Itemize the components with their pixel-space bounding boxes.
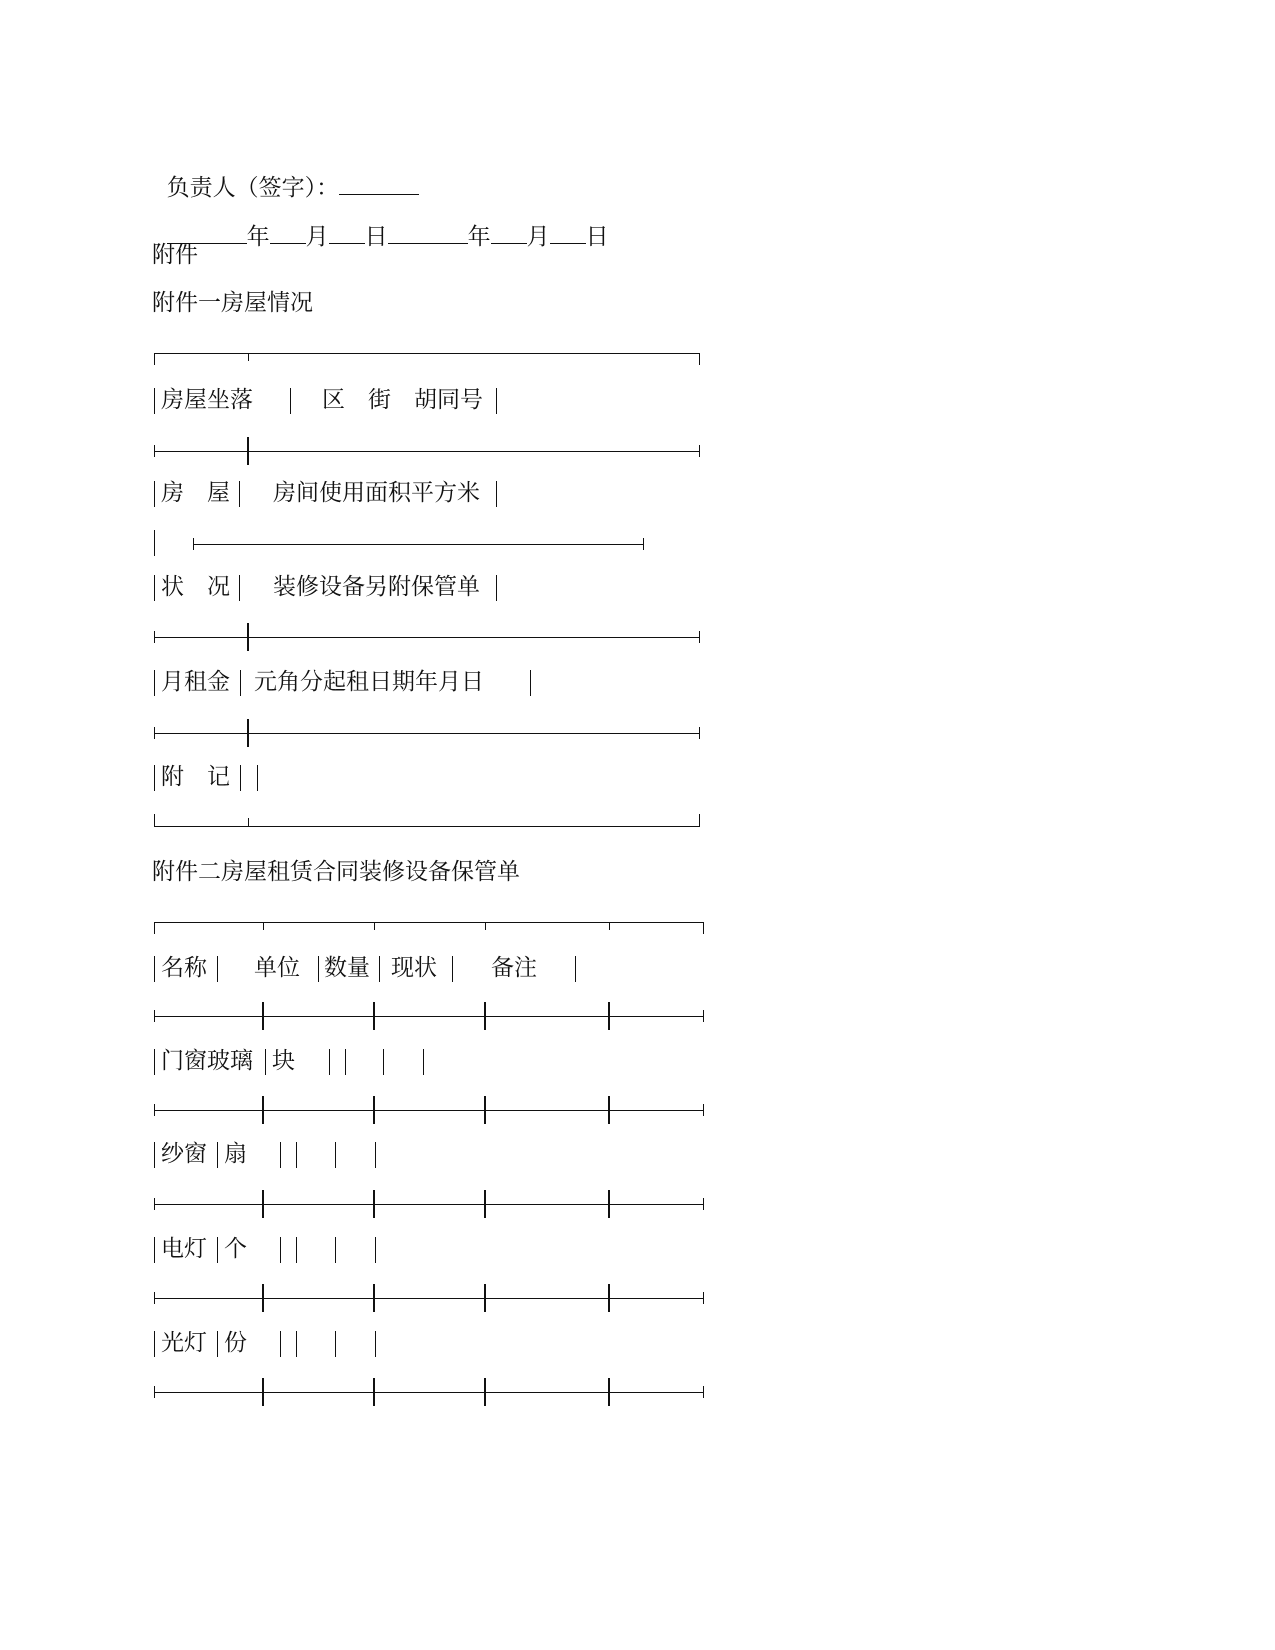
table2-tick bbox=[154, 1198, 155, 1210]
table2-vbar bbox=[375, 1331, 376, 1357]
table2-tick bbox=[609, 922, 610, 930]
table1-inner-separator bbox=[193, 544, 643, 545]
table1-cross bbox=[247, 719, 249, 747]
table2-vbar bbox=[280, 1237, 281, 1263]
table2-vbar bbox=[335, 1331, 336, 1357]
table1-separator bbox=[154, 637, 700, 638]
table2-cross bbox=[484, 1190, 486, 1218]
table1-row4-value: 元角分起租日期年月日 bbox=[254, 669, 484, 695]
table2-row1-name: 门窗玻璃 bbox=[161, 1048, 253, 1074]
table2-vbar bbox=[335, 1142, 336, 1168]
table2-corner bbox=[154, 922, 155, 934]
year-label-2: 年 bbox=[467, 224, 491, 250]
table1-corner bbox=[699, 814, 700, 826]
month-blank-1[interactable] bbox=[270, 221, 306, 244]
table2-row2-name: 纱窗 bbox=[161, 1141, 207, 1167]
table1-vbar bbox=[154, 388, 155, 414]
table2-cross bbox=[373, 1190, 375, 1218]
table1-tick bbox=[699, 631, 700, 643]
table2-cross bbox=[373, 1378, 375, 1406]
table1-corner bbox=[154, 814, 155, 826]
table2-vbar bbox=[280, 1142, 281, 1168]
table1-row1-value: 区 街 胡同号 bbox=[322, 387, 483, 413]
table2-cross bbox=[608, 1096, 610, 1124]
table2-header-unit: 单位 bbox=[254, 955, 300, 981]
table2-tick bbox=[703, 1292, 704, 1304]
table2-cross bbox=[262, 1002, 264, 1030]
table2-vbar bbox=[375, 1237, 376, 1263]
table2-row2-unit: 扇 bbox=[224, 1141, 247, 1167]
table2-vbar bbox=[296, 1142, 297, 1168]
day-label-2: 日 bbox=[585, 224, 609, 250]
table1-vbar bbox=[496, 388, 497, 414]
table2-vbar bbox=[154, 956, 155, 982]
month-label-2: 月 bbox=[526, 224, 550, 250]
table2-vbar bbox=[383, 1049, 384, 1075]
table2-separator bbox=[154, 1110, 704, 1111]
day-blank-1[interactable] bbox=[329, 221, 365, 244]
table1-corner bbox=[699, 353, 700, 365]
table1-vbar bbox=[530, 670, 531, 696]
table2-vbar bbox=[452, 956, 453, 982]
table2-vbar bbox=[217, 1142, 218, 1168]
table1-vbar bbox=[240, 670, 241, 696]
table2-separator bbox=[154, 1204, 704, 1205]
table2-row4-name: 光灯 bbox=[161, 1330, 207, 1356]
table2-separator bbox=[154, 1298, 704, 1299]
table1-tick bbox=[248, 818, 249, 826]
table2-tick bbox=[703, 1010, 704, 1022]
table1-vbar bbox=[257, 765, 258, 791]
table1-vbar bbox=[154, 670, 155, 696]
table2-corner bbox=[703, 922, 704, 934]
year-blank-2[interactable] bbox=[388, 221, 468, 244]
table1-vbar bbox=[240, 765, 241, 791]
table1-tick bbox=[699, 445, 700, 457]
table1-bottom-border bbox=[154, 826, 700, 827]
table2-cross bbox=[608, 1284, 610, 1312]
table2-vbar bbox=[217, 956, 218, 982]
table2-header-status: 现状 bbox=[391, 955, 437, 981]
table1-tick bbox=[154, 445, 155, 457]
table1-vbar bbox=[239, 575, 240, 601]
table2-vbar bbox=[154, 1049, 155, 1075]
table2-tick bbox=[703, 1198, 704, 1210]
table1-row2-value: 房间使用面积平方米 bbox=[273, 480, 480, 506]
table2-vbar bbox=[329, 1049, 330, 1075]
table1-tick bbox=[643, 538, 644, 550]
table2-vbar bbox=[296, 1331, 297, 1357]
table1-cross bbox=[247, 623, 249, 651]
table2-vbar bbox=[217, 1331, 218, 1357]
table2-cross bbox=[373, 1284, 375, 1312]
table2-row3-name: 电灯 bbox=[161, 1236, 207, 1262]
table2-tick bbox=[154, 1010, 155, 1022]
table1-vbar bbox=[154, 530, 155, 556]
table2-vbar bbox=[280, 1331, 281, 1357]
table2-tick bbox=[703, 1104, 704, 1116]
table2-cross bbox=[484, 1284, 486, 1312]
table1-vbar bbox=[290, 388, 291, 414]
table1-top-border bbox=[154, 353, 700, 354]
table2-vbar bbox=[318, 956, 319, 982]
table2-row4-unit: 份 bbox=[224, 1330, 247, 1356]
table1-vbar bbox=[496, 575, 497, 601]
table2-tick bbox=[154, 1292, 155, 1304]
table1-vbar bbox=[154, 765, 155, 791]
signature-label: 负责人（签字）： bbox=[166, 175, 340, 201]
table1-row3-value: 装修设备另附保管单 bbox=[273, 574, 480, 600]
table1-tick bbox=[154, 727, 155, 739]
table1-row5-label: 附 记 bbox=[161, 764, 230, 790]
attachment2-title: 附件二房屋租赁合同装修设备保管单 bbox=[152, 859, 520, 885]
table1-tick bbox=[154, 631, 155, 643]
table2-row3-unit: 个 bbox=[224, 1236, 247, 1262]
table1-separator bbox=[154, 733, 700, 734]
table2-vbar bbox=[375, 1142, 376, 1168]
table2-vbar bbox=[154, 1331, 155, 1357]
table1-cross bbox=[247, 437, 249, 465]
table2-top-border bbox=[154, 922, 704, 923]
year-label-1: 年 bbox=[246, 224, 270, 250]
table1-vbar bbox=[154, 481, 155, 507]
table2-cross bbox=[373, 1002, 375, 1030]
table2-cross bbox=[262, 1190, 264, 1218]
table1-row4-label: 月租金 bbox=[161, 669, 230, 695]
table2-vbar bbox=[575, 956, 576, 982]
table2-tick bbox=[703, 1386, 704, 1398]
table2-cross bbox=[262, 1096, 264, 1124]
table2-separator bbox=[154, 1392, 704, 1393]
table2-vbar bbox=[154, 1142, 155, 1168]
month-label-1: 月 bbox=[305, 224, 329, 250]
table2-vbar bbox=[423, 1049, 424, 1075]
table1-vbar bbox=[239, 481, 240, 507]
table2-vbar bbox=[379, 956, 380, 982]
date-line bbox=[152, 191, 609, 252]
table2-tick bbox=[374, 922, 375, 930]
month-blank-2[interactable] bbox=[491, 221, 527, 244]
table2-header-name: 名称 bbox=[161, 955, 207, 981]
attachments-heading: 附件 bbox=[152, 242, 198, 268]
table2-separator bbox=[154, 1016, 704, 1017]
table1-vbar bbox=[154, 575, 155, 601]
day-label-1: 日 bbox=[364, 224, 388, 250]
table2-cross bbox=[262, 1284, 264, 1312]
table1-separator bbox=[154, 451, 700, 452]
table1-row3-label: 状 况 bbox=[161, 574, 230, 600]
table2-cross bbox=[608, 1190, 610, 1218]
table2-cross bbox=[484, 1096, 486, 1124]
table2-cross bbox=[608, 1378, 610, 1406]
table2-vbar bbox=[296, 1237, 297, 1263]
table2-vbar bbox=[345, 1049, 346, 1075]
table2-tick bbox=[485, 922, 486, 930]
table2-tick bbox=[263, 922, 264, 930]
table2-cross bbox=[608, 1002, 610, 1030]
table2-row1-unit: 块 bbox=[272, 1048, 295, 1074]
attachment1-title: 附件一房屋情况 bbox=[152, 290, 313, 316]
table2-cross bbox=[484, 1002, 486, 1030]
table1-vbar bbox=[496, 481, 497, 507]
table2-vbar bbox=[154, 1237, 155, 1263]
table1-tick bbox=[248, 353, 249, 361]
table1-row2-label: 房 屋 bbox=[161, 480, 230, 506]
table2-cross bbox=[373, 1096, 375, 1124]
table2-cross bbox=[484, 1378, 486, 1406]
table2-header-notes: 备注 bbox=[491, 955, 537, 981]
table2-header-qty: 数量 bbox=[324, 955, 370, 981]
table2-tick bbox=[154, 1386, 155, 1398]
table2-tick bbox=[154, 1104, 155, 1116]
table2-cross bbox=[262, 1378, 264, 1406]
day-blank-2[interactable] bbox=[550, 221, 586, 244]
table2-vbar bbox=[217, 1237, 218, 1263]
table2-vbar bbox=[265, 1049, 266, 1075]
table1-corner bbox=[154, 353, 155, 365]
table2-vbar bbox=[335, 1237, 336, 1263]
table1-row1-label: 房屋坐落 bbox=[161, 387, 253, 413]
table1-tick bbox=[699, 727, 700, 739]
